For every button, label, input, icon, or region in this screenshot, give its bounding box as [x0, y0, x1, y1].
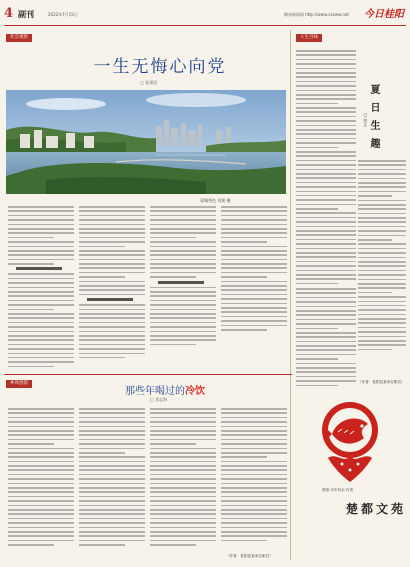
bottom-title-prefix: 那些年喝过的 — [125, 386, 185, 397]
website: 郴州新闻网 http://www.czxww.net — [284, 12, 349, 17]
bottom-article-column-1 — [8, 408, 74, 549]
bottom-title-highlight: 冷饮 — [185, 386, 205, 397]
papercut-fish-art — [318, 398, 382, 486]
right-article-column-3 — [296, 288, 356, 389]
section-brand-title: 楚都文苑 — [346, 502, 407, 516]
right-article-title: 夏日生趣 — [368, 84, 379, 156]
right-article-column-2 — [358, 160, 406, 353]
column-separator — [290, 30, 291, 560]
main-article-column-4 — [221, 206, 287, 333]
main-article-byline: □ 张建国 — [140, 80, 158, 85]
right-article-byline: □ 刘文 — [363, 112, 368, 127]
page-number: 4 — [4, 6, 14, 21]
photo-caption: 蓉城秀色 刘建 摄 — [200, 198, 231, 203]
main-article-column-3 — [150, 206, 216, 348]
main-article-column-2 — [79, 206, 145, 361]
section-name: 副刊 — [18, 10, 34, 19]
column-tag-main: 社会观察 — [6, 34, 32, 42]
newspaper-logo: 今日桂阳 — [364, 9, 404, 20]
column-tag-right: 人生百味 — [296, 34, 322, 42]
bottom-article-footer: （作者：桂阳县某单位职员） — [226, 554, 273, 558]
issue-date: 2022年7月15日 — [48, 12, 78, 17]
section-divider — [4, 374, 292, 375]
page-header — [4, 4, 406, 26]
right-article-footer: （作者：桂阳县某单位职员） — [358, 380, 405, 384]
art-caption: 剪纸 年年有余 作者 — [322, 488, 354, 492]
bottom-article-column-2 — [79, 408, 145, 549]
right-article-column-1 — [296, 50, 356, 287]
lake-city-photo — [6, 90, 286, 194]
main-article-column-1 — [8, 206, 74, 370]
column-tag-bottom: 乡风拾韵 — [6, 380, 32, 388]
bottom-article-title — [80, 382, 250, 397]
bottom-article-column-4 — [221, 408, 287, 544]
bottom-article-column-3 — [150, 408, 216, 549]
bottom-article-byline: □ 刘志海 — [150, 397, 168, 402]
main-article-title: 一生无悔心向党 — [93, 57, 227, 77]
